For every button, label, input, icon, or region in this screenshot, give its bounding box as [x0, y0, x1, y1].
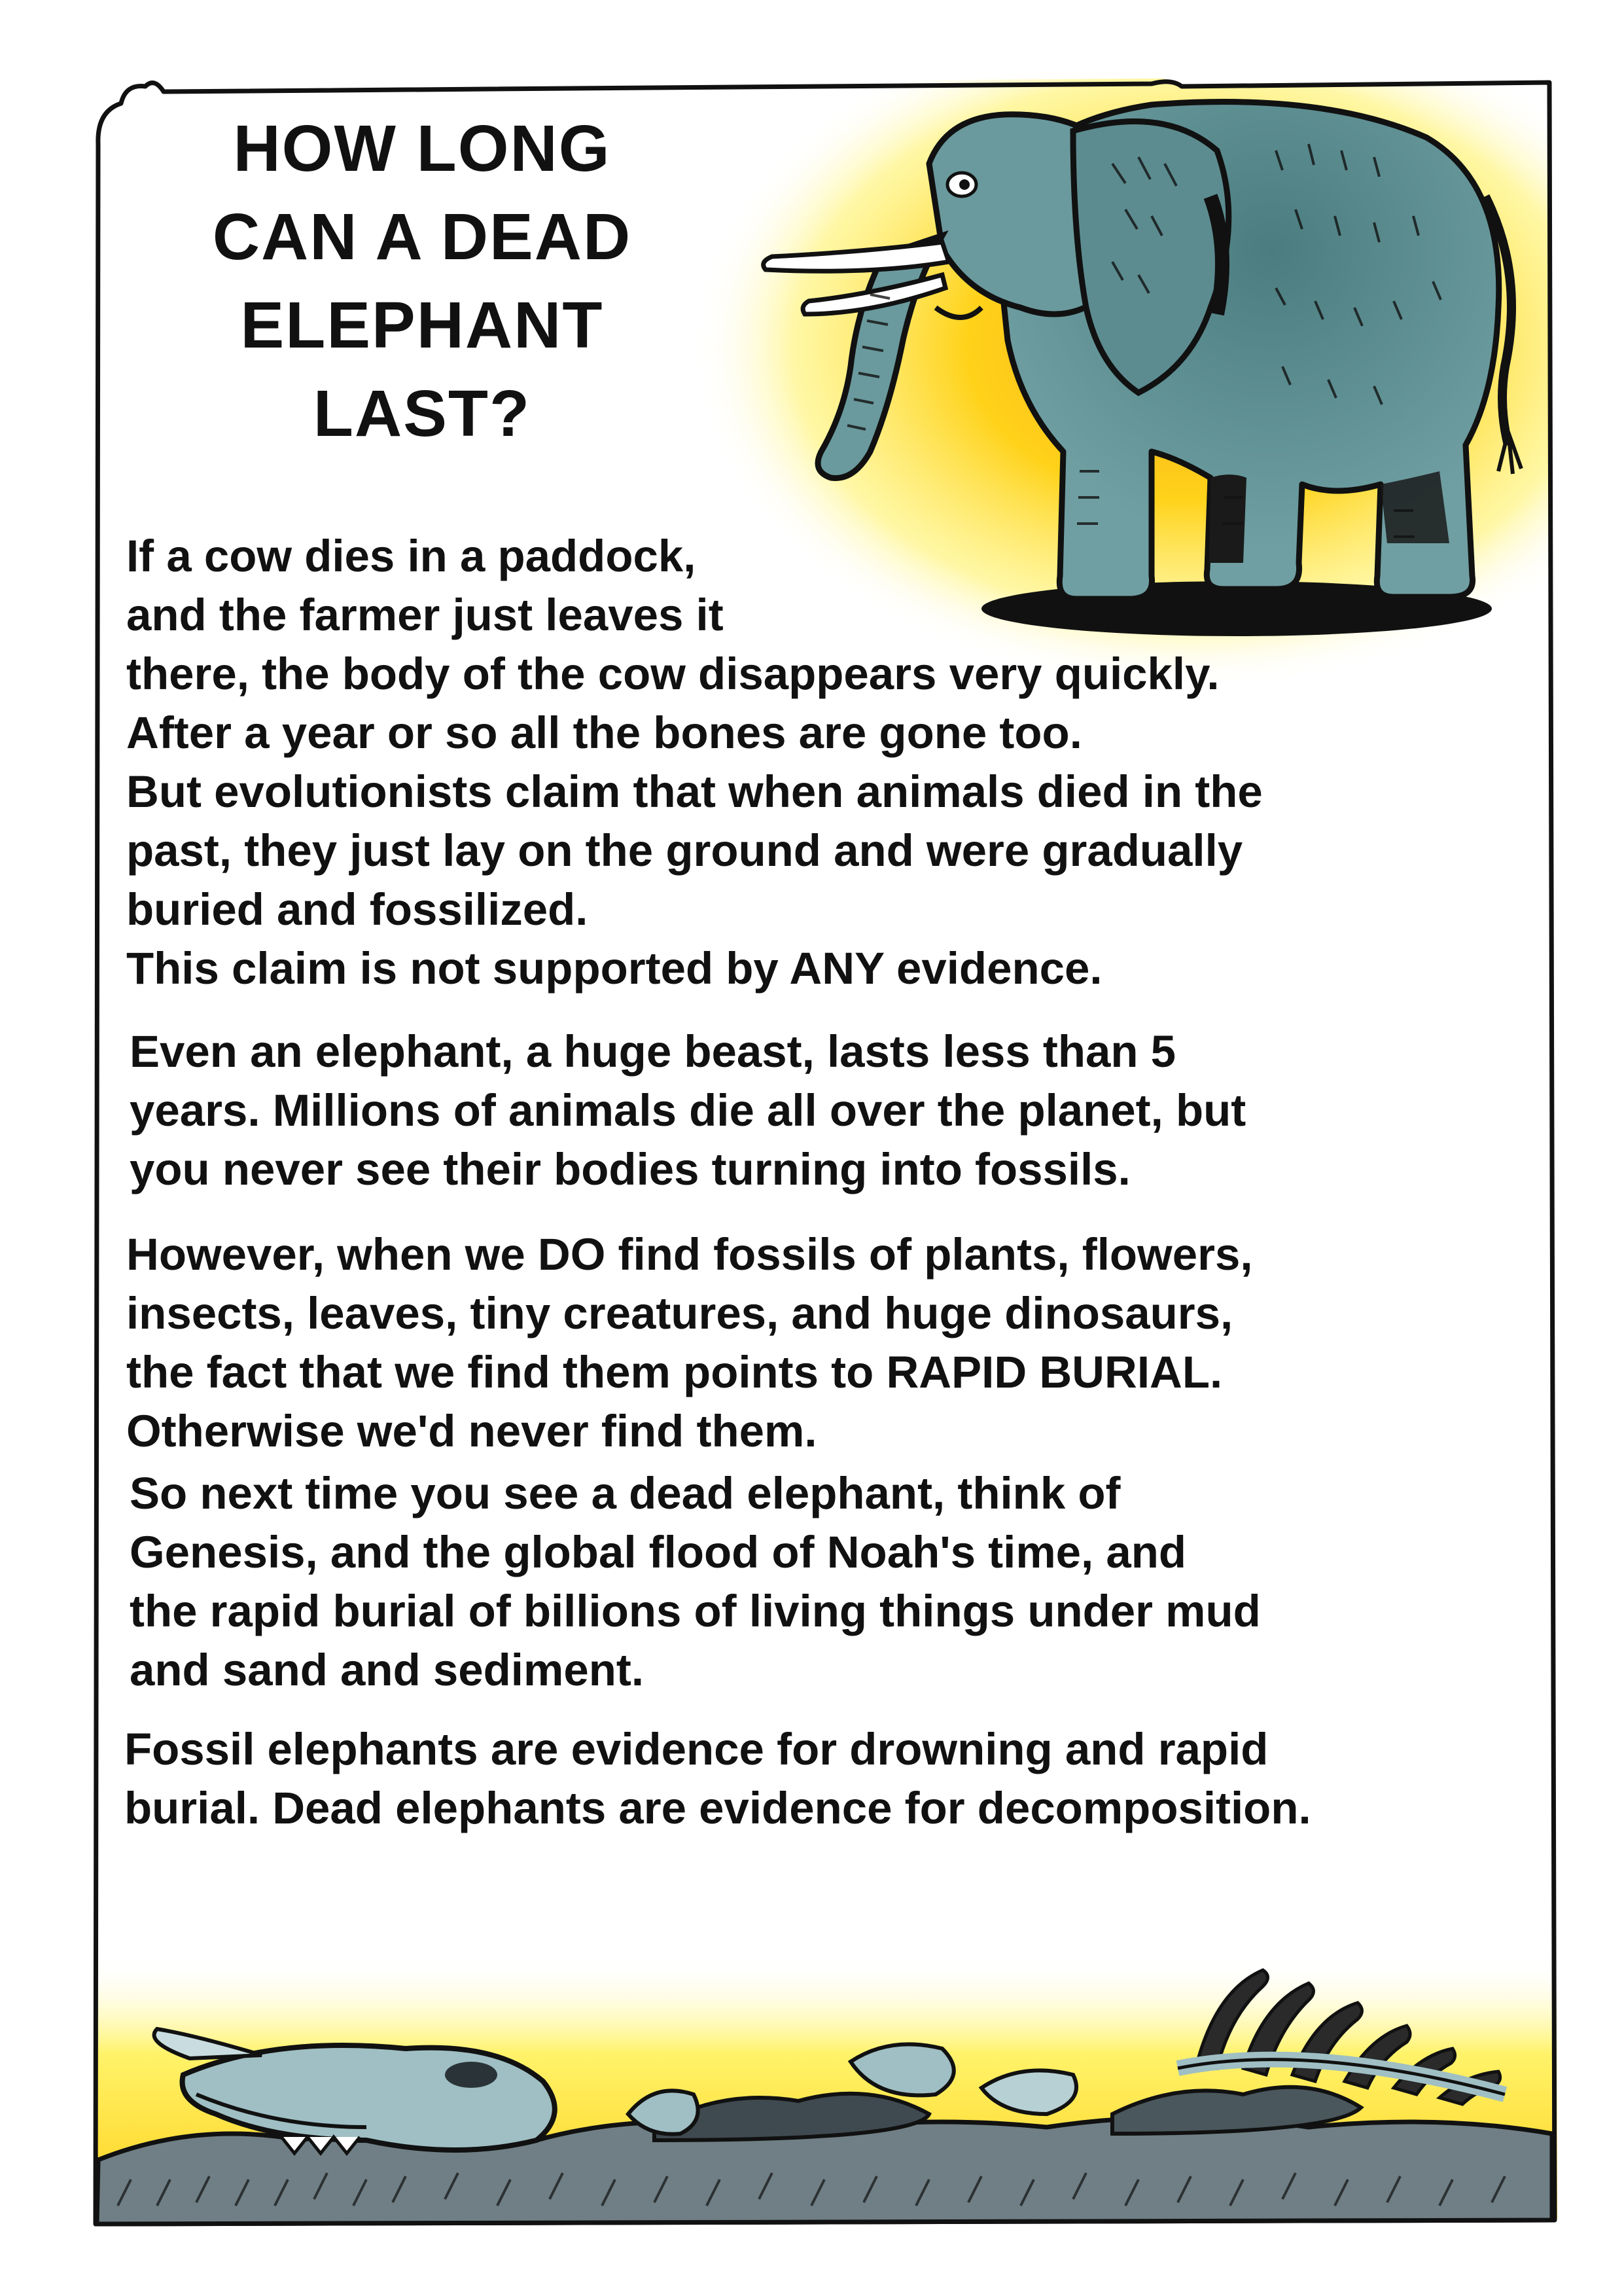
- text-line: However, when we DO find fossils of plants, flowers,: [126, 1229, 1253, 1280]
- text-line: the fact that we find them points to RAPID BURIAL.: [126, 1347, 1223, 1397]
- title-line: LAST?: [313, 377, 531, 450]
- text-line: Otherwise we'd never find them.: [126, 1406, 817, 1456]
- text-line: buried and fossilized.: [126, 884, 588, 935]
- text-line: you never see their bodies turning into fossils.: [130, 1144, 1131, 1194]
- page-title: [98, 105, 746, 458]
- paragraph-elephant: [130, 1022, 1246, 1199]
- text-line: years. Millions of animals die all over the planet, but: [130, 1085, 1246, 1136]
- paragraph-conclusion: [124, 1720, 1311, 1838]
- text-line: After a year or so all the bones are gone too.: [126, 708, 1082, 758]
- text-line: there, the body of the cow disappears very quickly.: [126, 649, 1220, 699]
- title-line: ELEPHANT: [240, 289, 604, 362]
- paragraph-genesis: [130, 1464, 1261, 1700]
- paragraph-fossils: [126, 1225, 1253, 1461]
- text-line: Genesis, and the global flood of Noah's time, and: [130, 1527, 1187, 1577]
- text-line: But evolutionists claim that when animals died in the: [126, 766, 1263, 817]
- text-line: Fossil elephants are evidence for drowning and rapid: [124, 1724, 1269, 1774]
- text-line: Even an elephant, a huge beast, lasts less than 5: [130, 1026, 1176, 1077]
- title-line: HOW LONG: [233, 112, 611, 185]
- text-line: This claim is not supported by ANY evidence.: [126, 943, 1103, 994]
- text-line: and sand and sediment.: [130, 1645, 644, 1695]
- text-line: So next time you see a dead elephant, think of: [130, 1468, 1121, 1518]
- text-line: burial. Dead elephants are evidence for decomposition.: [124, 1783, 1311, 1833]
- text-line: insects, leaves, tiny creatures, and huge dinosaurs,: [126, 1288, 1233, 1338]
- text-line: and the farmer just leaves it: [126, 590, 724, 640]
- text-line: If a cow dies in a paddock,: [126, 531, 696, 581]
- title-line: CAN A DEAD: [212, 200, 632, 274]
- text-line: past, they just lay on the ground and were gradually: [126, 825, 1243, 876]
- text-line: the rapid burial of billions of living things under mud: [130, 1586, 1261, 1636]
- paragraph-cow: [126, 527, 1263, 998]
